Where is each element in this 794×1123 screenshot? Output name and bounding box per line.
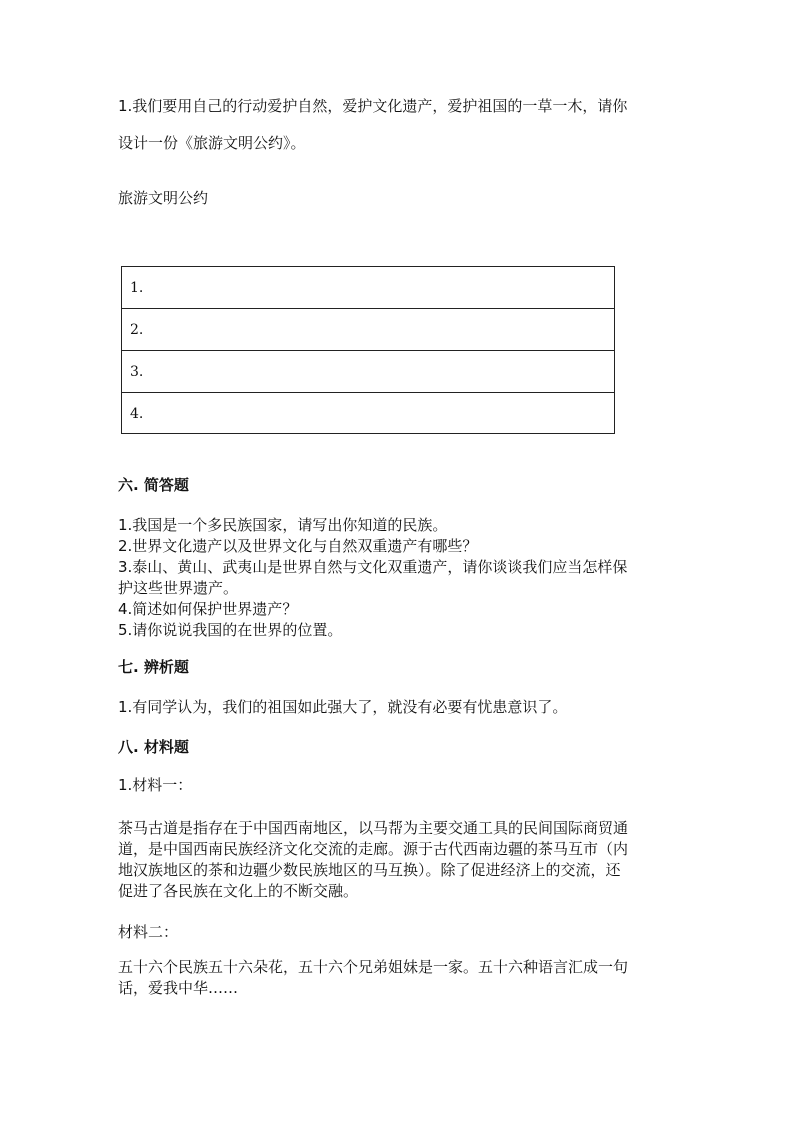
section-6-item: 5.请你说说我国的在世界的位置。 — [118, 621, 343, 639]
section-6-item: 2.世界文化遗产以及世界文化与自然双重遗产有哪些？ — [118, 537, 478, 555]
section-7-heading: 七. 辨析题 — [118, 658, 189, 676]
section-6-item: 4.简述如何保护世界遗产？ — [118, 600, 298, 618]
material-2-line: 五十六个民族五十六朵花，五十六个兄弟姐妹是一家。五十六种语言汇成一句 — [118, 958, 629, 976]
material-2-label: 材料二： — [118, 923, 179, 941]
section-6-item: 3.泰山、黄山、武夷山是世界自然与文化双重遗产，请你谈谈我们应当怎样保 — [118, 558, 628, 576]
question-1-line-2: 设计一份《旅游文明公约》。 — [118, 134, 306, 152]
material-1-line: 茶马古道是指存在于中国西南地区，以马帮为主要交通工具的民间国际商贸通 — [118, 819, 629, 837]
question-1-line-1: 1.我们要用自己的行动爱护自然，爱护文化遗产，爱护祖国的一草一木，请你 — [118, 97, 628, 115]
section-6-item: 1.我国是一个多民族国家，请写出你知道的民族。 — [118, 516, 448, 534]
section-8-heading: 八. 材料题 — [118, 738, 189, 756]
convention-title: 旅游文明公约 — [118, 189, 209, 207]
section-6-heading: 六. 简答题 — [118, 476, 189, 494]
material-1-label: 1.材料一： — [118, 776, 193, 794]
section-7-item: 1.有同学认为，我们的祖国如此强大了，就没有必要有忧患意识了。 — [118, 698, 568, 716]
convention-row: 2. — [122, 309, 614, 351]
material-1-line: 促进了各民族在文化上的不断交融。 — [118, 882, 359, 900]
material-1-line: 道，是中国西南民族经济文化交流的走廊。源于古代西南边疆的茶马互市（内 — [118, 840, 629, 858]
convention-row: 4. — [130, 406, 144, 422]
section-6-item: 护这些世界遗产。 — [118, 579, 239, 597]
material-2-line: 话，爱我中华…… — [118, 979, 239, 997]
convention-table — [121, 266, 615, 434]
convention-row: 1. — [122, 267, 614, 309]
material-1-line: 地汉族地区的茶和边疆少数民族地区的马互换）。除了促进经济上的交流，还 — [118, 861, 621, 879]
convention-row: 3. — [122, 351, 614, 393]
